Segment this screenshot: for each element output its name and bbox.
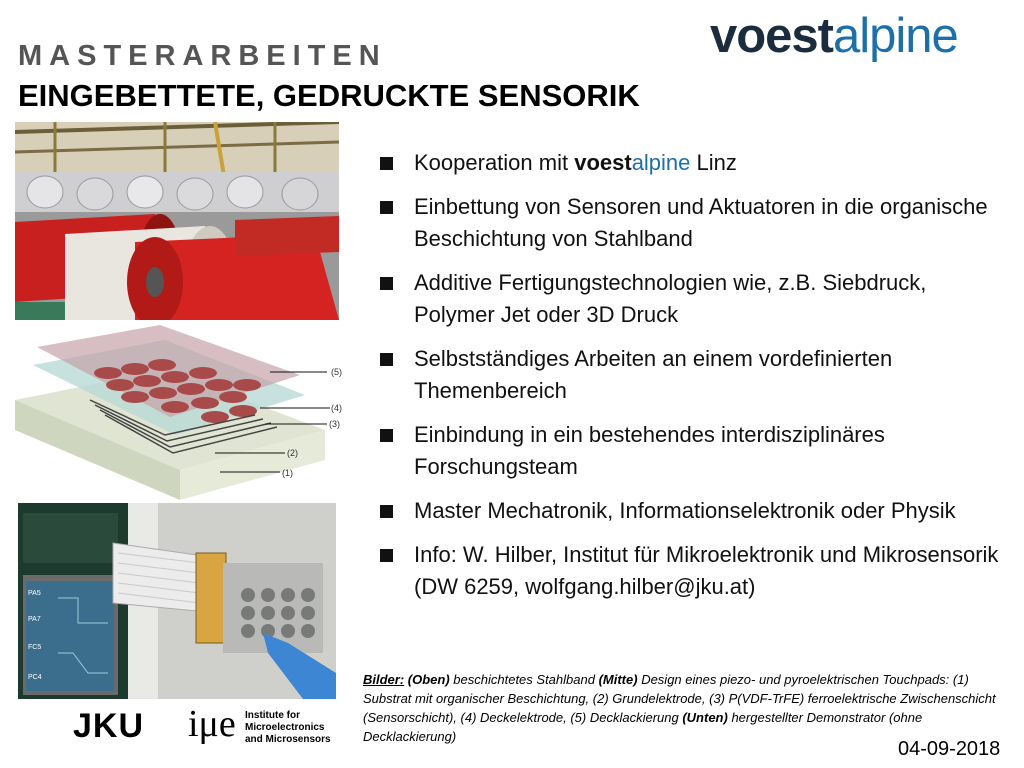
bullet-text: Einbettung von Sensoren und Aktuatoren in die organische Beschichtung von Stahlband bbox=[414, 194, 988, 251]
label-3: (3) bbox=[329, 419, 340, 429]
bullet-square-icon bbox=[380, 277, 393, 290]
label-2: (2) bbox=[287, 448, 298, 458]
bullet-arbeiten bbox=[378, 343, 1008, 407]
ime-institute-name bbox=[245, 710, 331, 746]
bullet-text: Einbindung in ein bestehendes interdisziplinäres Forschungsteam bbox=[414, 422, 885, 479]
bullet-text: Linz bbox=[690, 150, 737, 175]
bullet-info bbox=[378, 539, 1008, 603]
logo-part-voest: voest bbox=[710, 9, 834, 63]
brand-voest: voest bbox=[574, 150, 632, 175]
bullet-master bbox=[378, 495, 1008, 527]
board-label-pc4: PC4 bbox=[28, 674, 42, 681]
bullet-text: Master Mechatronik, Informationselektronik oder Physik bbox=[414, 498, 956, 523]
bullet-square-icon bbox=[380, 157, 393, 170]
ime-line-1: Institute for bbox=[245, 710, 300, 721]
bullet-forschungsteam bbox=[378, 419, 1008, 483]
caption-text-1: beschichtetes Stahlband bbox=[449, 672, 599, 687]
label-1: (1) bbox=[282, 468, 293, 478]
caption-oben: (Oben) bbox=[407, 672, 450, 687]
ime-line-2: Microelectronics bbox=[245, 722, 325, 733]
caption-mitte: (Mitte) bbox=[598, 672, 638, 687]
caption-text-3: hergestellter Demonstrator (ohne Decklackierung) bbox=[363, 710, 923, 744]
steel-coils-photo bbox=[15, 122, 339, 320]
caption-text-2: Design eines piezo- und pyroelektrischen Touchpads: (1) Substrat mit organischer Beschichtung, (2) Grundelektrode, (3) P(VDF-TrFE) ferroelektrische Zwischenschicht (Sensorschicht), (4) Deckelektrode, (5) Decklackierung bbox=[363, 672, 996, 725]
bullet-text: Kooperation mit bbox=[414, 150, 575, 175]
jku-logo: JKU bbox=[73, 707, 145, 745]
voestalpine-logo bbox=[710, 9, 958, 63]
demonstrator-photo bbox=[18, 503, 336, 699]
board-label-pa5: PA5 bbox=[28, 590, 41, 597]
bullet-square-icon bbox=[380, 505, 393, 518]
bullet-text: Selbstständiges Arbeiten an einem vordefinierten Themenbereich bbox=[414, 346, 893, 403]
caption-unten: (Unten) bbox=[682, 710, 728, 725]
bullet-square-icon bbox=[380, 429, 393, 442]
caption-label: Bilder: bbox=[363, 672, 405, 687]
ime-line-3: and Microsensors bbox=[245, 734, 331, 745]
bullet-kooperation bbox=[378, 147, 1008, 179]
bullet-text: Additive Fertigungstechnologien wie, z.B. Siebdruck, Polymer Jet oder 3D Druck bbox=[414, 270, 927, 327]
bullet-einbettung bbox=[378, 191, 1008, 255]
bullet-square-icon bbox=[380, 549, 393, 562]
logo-part-alpine: alpine bbox=[833, 9, 958, 63]
page-title: EINGEBETTETE, GEDRUCKTE SENSORIK bbox=[18, 78, 640, 113]
bullet-text: Info: W. Hilber, Institut für Mikroelektronik und Mikrosensorik (DW 6259, wolfgang.hilber@jku.at) bbox=[414, 542, 999, 599]
brand-alpine: alpine bbox=[631, 150, 691, 175]
ime-logo: iμe bbox=[188, 703, 236, 745]
label-5: (5) bbox=[331, 367, 342, 377]
bullet-square-icon bbox=[380, 201, 393, 214]
board-label-pa7: PA7 bbox=[28, 616, 41, 623]
bullet-fertigung bbox=[378, 267, 1008, 331]
title-line-1: MASTERARBEITEN bbox=[18, 40, 387, 72]
board-label-fc5: FC5 bbox=[28, 644, 42, 651]
touchpad-layer-diagram bbox=[15, 325, 345, 500]
image-caption bbox=[363, 670, 1013, 746]
bullet-list bbox=[378, 147, 1008, 615]
bullet-square-icon bbox=[380, 353, 393, 366]
label-4: (4) bbox=[331, 403, 342, 413]
date-stamp: 04-09-2018 bbox=[898, 738, 1001, 760]
